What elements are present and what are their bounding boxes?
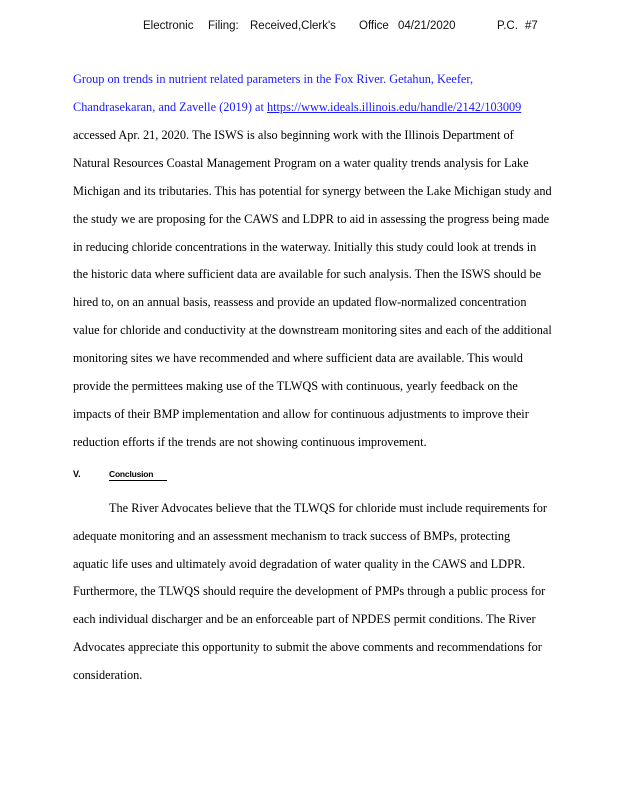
citation-link[interactable]: https://www.ideals.illinois.edu/handle/2142/103009 xyxy=(266,100,522,114)
paragraph-line: reduction efforts if the trends are not showing continuous improvement. xyxy=(73,435,427,449)
paragraph-line: Michigan and its tributaries. This has potential for synergy between the Lake Michigan study and xyxy=(73,184,552,198)
section-title: Conclusion xyxy=(109,469,167,481)
paragraph-line: hired to, on an annual basis, reassess and provide an updated flow-normalized concentration xyxy=(73,295,527,309)
header-pc-number: #7 xyxy=(525,20,538,32)
paragraph-line: provide the permittees making use of the TLWQS with continuous, yearly feedback on the xyxy=(73,379,518,393)
paragraph-line: each individual discharger and be an enforceable part of NPDES permit conditions. The River xyxy=(73,612,536,626)
paragraph-line: the historic data where sufficient data are available for such analysis. Then the ISWS should be xyxy=(73,267,542,281)
header-received: Received,Clerk's xyxy=(250,20,336,32)
header-pc-label: P.C. xyxy=(497,20,518,32)
paragraph-line: in reducing chloride concentrations in the waterway. Initially this study could look at trends in xyxy=(73,240,537,254)
paragraph-line: accessed Apr. 21, 2020. The ISWS is also beginning work with the Illinois Department of xyxy=(73,128,514,142)
paragraph-line: Advocates appreciate this opportunity to submit the above comments and recommendations for xyxy=(73,640,542,654)
header-date: 04/21/2020 xyxy=(398,20,456,32)
paragraph-line: impacts of their BMP implementation and allow for continuous adjustments to improve their xyxy=(73,407,529,421)
paragraph-line: aquatic life uses and ultimately avoid degradation of water quality in the CAWS and LDPR. xyxy=(73,557,526,571)
section-number: V. xyxy=(73,469,81,479)
paragraph-line: Natural Resources Coastal Management Program on a water quality trends analysis for Lake xyxy=(73,156,529,170)
paragraph-line: adequate monitoring and an assessment mechanism to track success of BMPs, protecting xyxy=(73,529,511,543)
citation-text: Chandrasekaran, and Zavelle (2019) at xyxy=(73,100,264,114)
paragraph-line: monitoring sites we have recommended and where sufficient data are available. This would xyxy=(73,351,523,365)
paragraph-line: Furthermore, the TLWQS should require the development of PMPs through a public process for xyxy=(73,584,546,598)
paragraph-line: The River Advocates believe that the TLWQS for chloride must include requirements for xyxy=(109,501,547,515)
header-filing: Filing: xyxy=(208,20,239,32)
paragraph-line: consideration. xyxy=(73,668,143,682)
filing-header xyxy=(0,20,618,36)
paragraph-line: Group on trends in nutrient related parameters in the Fox River. Getahun, Keefer, xyxy=(73,72,474,86)
paragraph-line: the study we are proposing for the CAWS and LDPR to aid in assessing the progress being made xyxy=(73,212,550,226)
header-electronic: Electronic xyxy=(143,20,194,32)
paragraph-line: value for chloride and conductivity at the downstream monitoring sites and each of the additional xyxy=(73,323,552,337)
header-office: Office xyxy=(359,20,389,32)
paragraph-line-with-link xyxy=(73,99,521,115)
